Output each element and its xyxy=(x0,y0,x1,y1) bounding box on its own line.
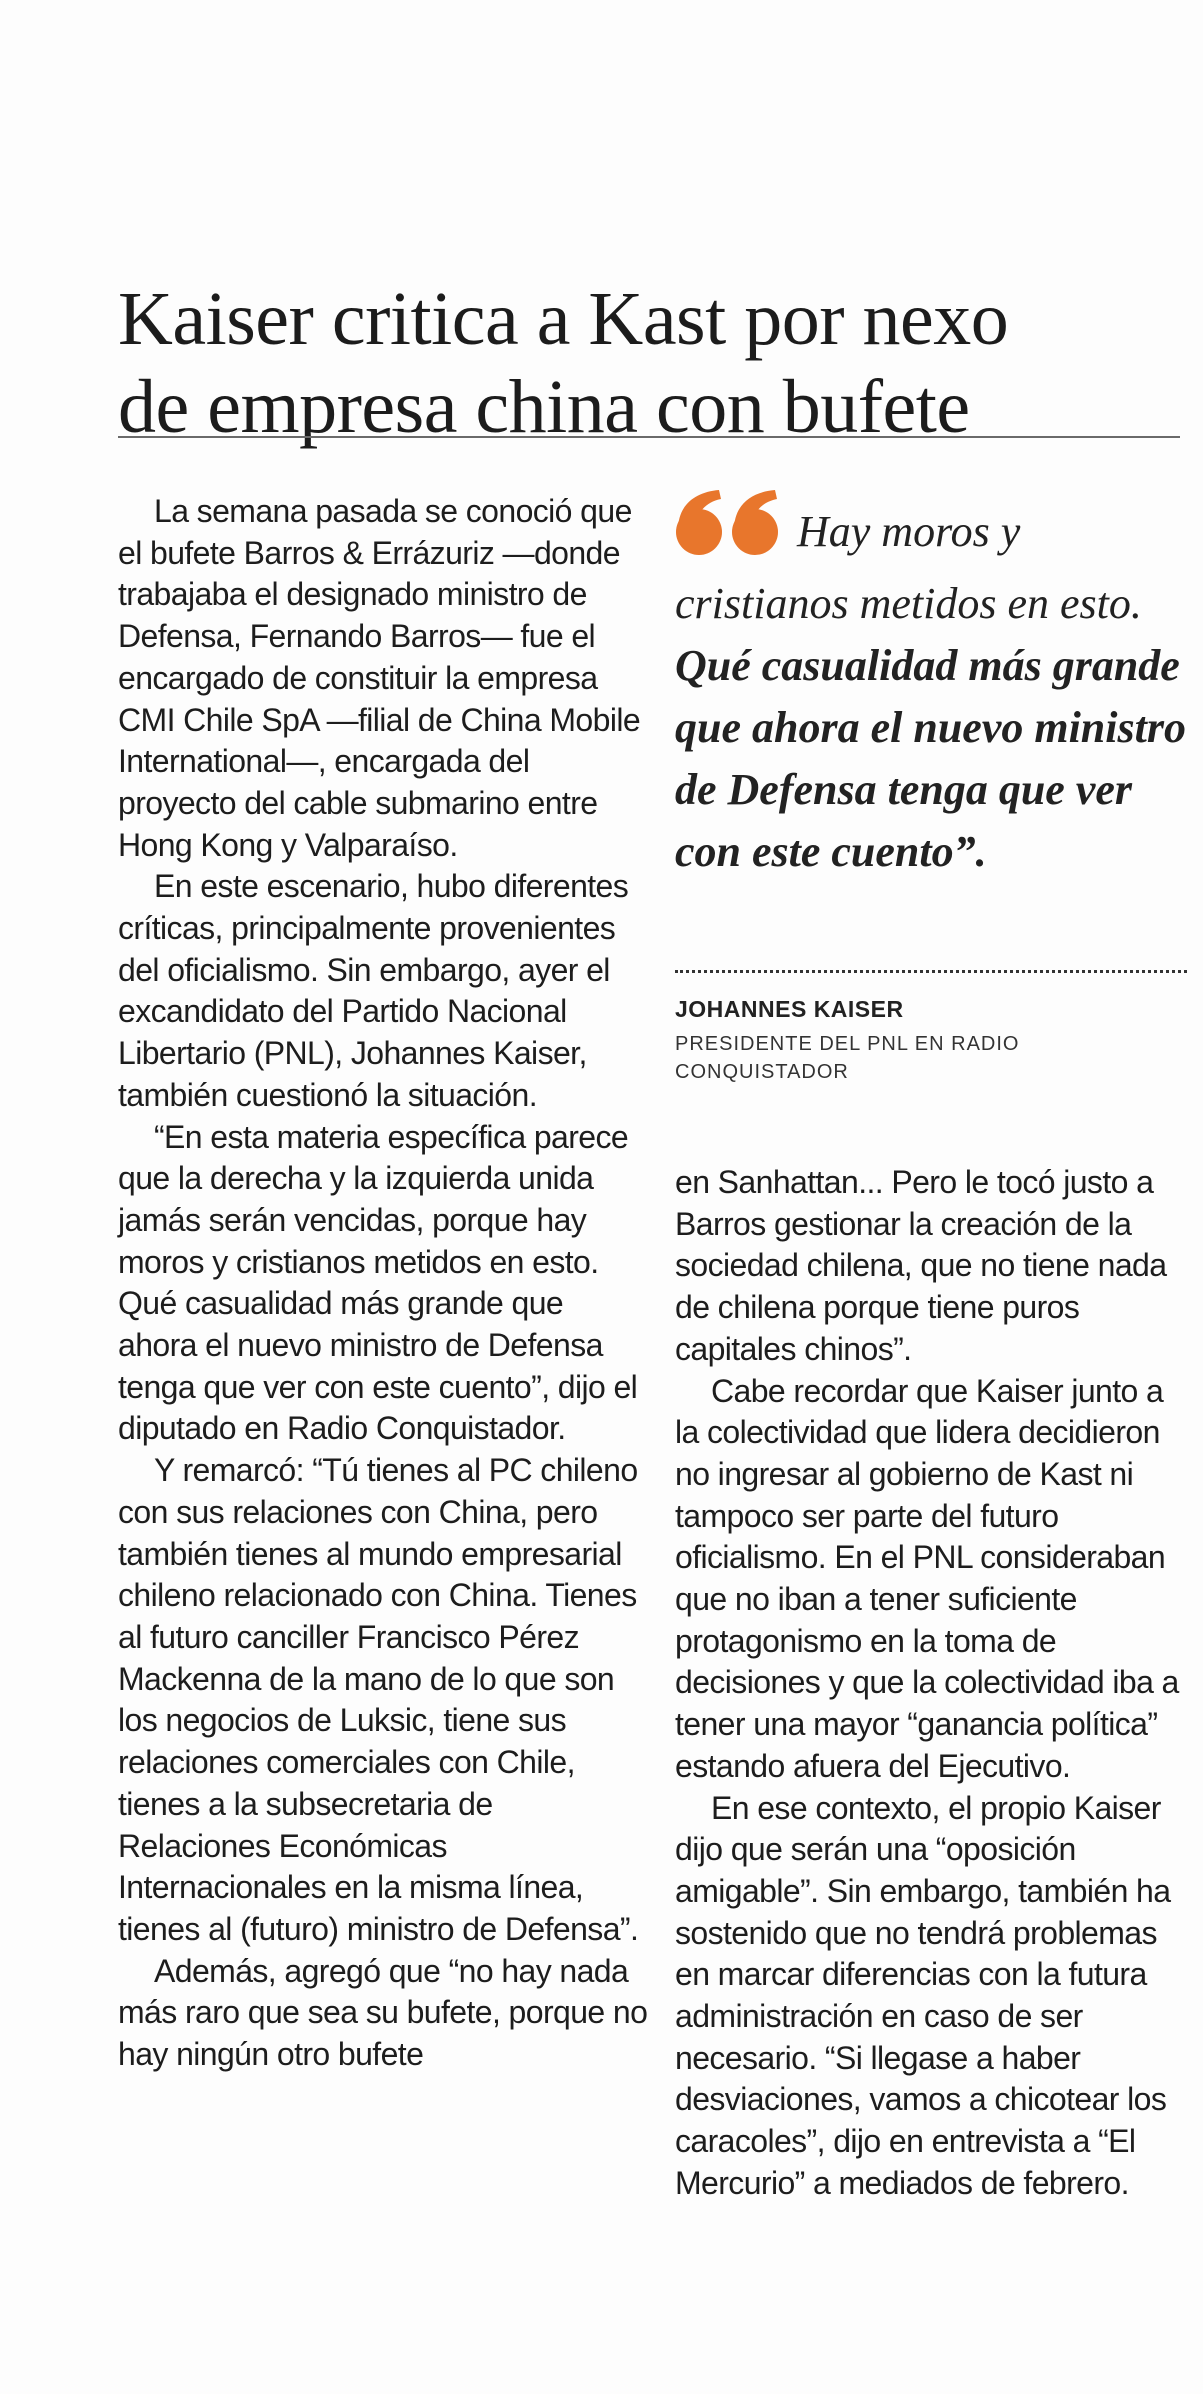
headline-divider xyxy=(118,436,1180,438)
pull-quote-role: PRESIDENTE DEL PNL EN RADIO CONQUISTADOR xyxy=(675,1033,1020,1083)
pull-quote xyxy=(675,490,1195,883)
body-paragraph: En ese contexto, el propio Kaiser dijo que serán una “oposición amigable”. Sin embargo, también ha sostenido que no tendrá problemas en marcar diferencias con la futura administración en caso de ser necesario. “Si llegase a haber desviaciones, vamos a chicotear los caracoles”, dijo en entrevista a “El Mercurio” a mediados de febrero. xyxy=(675,1789,1171,2201)
pull-quote-regular: Hay moros y cristianos metidos en esto. xyxy=(675,507,1142,628)
opening-double-quote-icon xyxy=(675,490,783,573)
article-body-left-column xyxy=(118,491,648,2076)
headline-line-1: Kaiser critica a Kast por nexo xyxy=(118,277,1009,361)
body-paragraph: La semana pasada se conoció que el bufete Barros & Errázuriz —donde trabajaba el designado ministro de Defensa, Fernando Barros— fue el encargado de constituir la empresa CMI Chile SpA —filial de China Mobile International—, encargada del proyecto del cable submarino entre Hong Kong y Valparaíso. xyxy=(118,493,641,863)
pull-quote-text xyxy=(675,490,1195,883)
article-headline xyxy=(118,275,1178,451)
pull-quote-bold: Qué casualidad más grande que ahora el nuevo ministro de Defensa tenga que ver con este cuento”. xyxy=(675,641,1186,876)
body-paragraph: en Sanhattan... Pero le tocó justo a Barros gestionar la creación de la sociedad chilena, que no tiene nada de chilena porque tiene puros capitales chinos”. xyxy=(675,1164,1167,1367)
body-paragraph: Y remarcó: “Tú tienes al PC chileno con sus relaciones con China, pero también tienes al mundo empresarial chileno relacionado con China. Tienes al futuro canciller Francisco Pérez Mackenna de la mano de lo que son los negocios de Luksic, tiene sus relaciones comerciales con Chile, tienes a la subsecretaria de Relaciones Económicas Internacionales en la misma línea, tienes al (futuro) ministro de Defensa”. xyxy=(118,1452,639,1947)
body-paragraph: “En esta materia específica parece que la derecha y la izquierda unida jamás serán vencidas, porque hay moros y cristianos metidos en esto. Qué casualidad más grande que ahora el nuevo ministro de Defensa tenga que ver con este cuento”, dijo el diputado en Radio Conquistador. xyxy=(118,1118,638,1447)
pull-quote-divider xyxy=(675,970,1187,973)
body-paragraph: En este escenario, hubo diferentes críticas, principalmente provenientes del oficialismo. Sin embargo, ayer el excandidato del Partido Nacional Libertario (PNL), Johannes Kaiser, también cuestionó la situación. xyxy=(118,868,629,1113)
body-paragraph: Además, agregó que “no hay nada más raro que sea su bufete, porque no hay ningún otro bufete xyxy=(118,1952,648,2073)
article-body-right-column xyxy=(675,1162,1195,2205)
body-paragraph: Cabe recordar que Kaiser junto a la colectividad que lidera decidieron no ingresar al gobierno de Kast ni tampoco ser parte del futuro oficialismo. En el PNL consideraban que no iban a tener suficiente protagonismo en la toma de decisiones y que la colectividad iba a tener una mayor “ganancia política” estando afuera del Ejecutivo. xyxy=(675,1372,1179,1784)
headline-line-2: de empresa china con bufete xyxy=(118,365,970,449)
pull-quote-author: JOHANNES KAISER xyxy=(675,996,904,1022)
